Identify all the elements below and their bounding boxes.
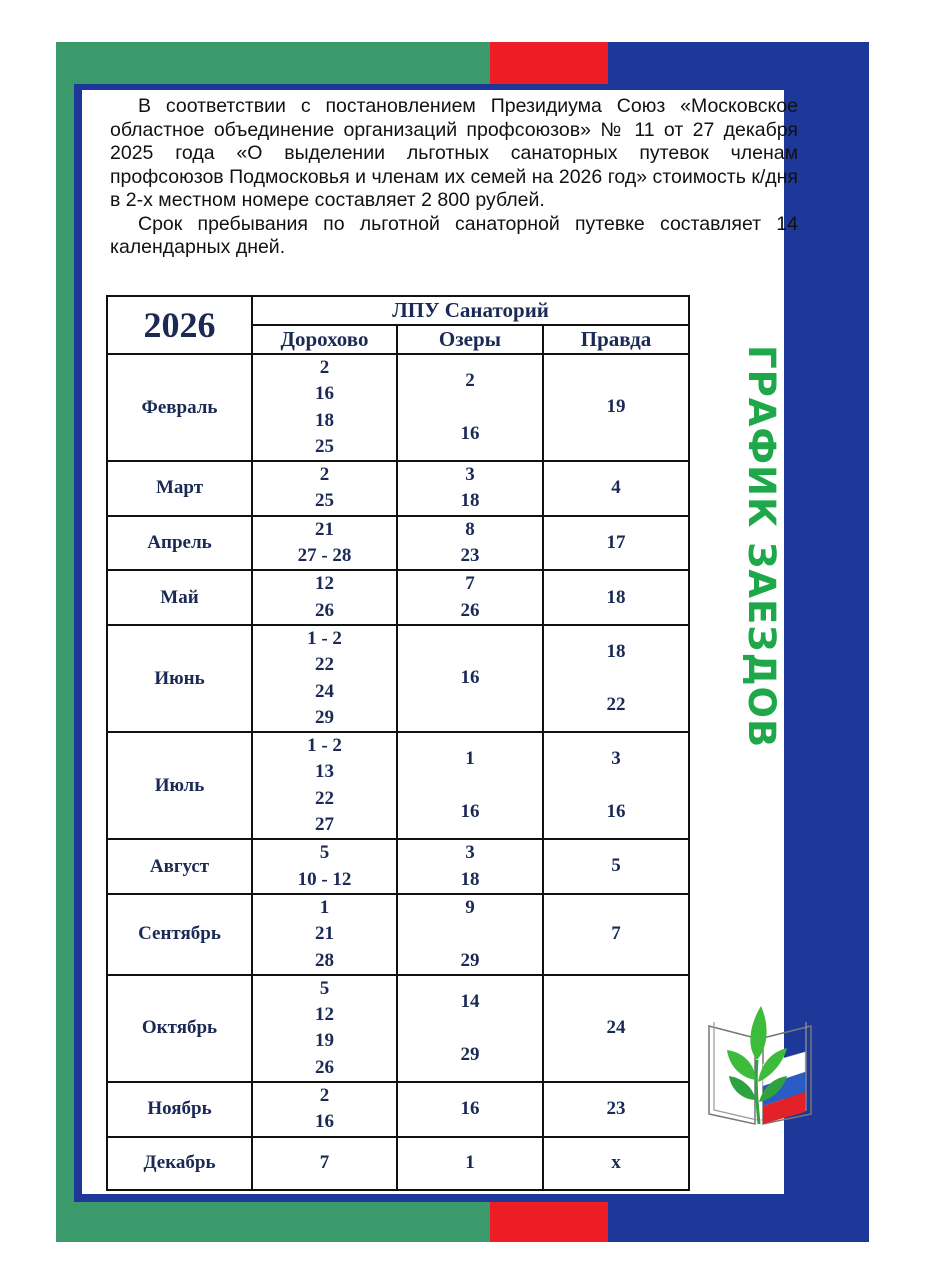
date-value [398, 1015, 542, 1041]
date-value: 7 [319, 1151, 330, 1173]
dates-cell-ozery [397, 975, 543, 1082]
dates-cell-ozery [397, 354, 543, 461]
date-value: 18 [606, 641, 626, 663]
dates-cell-ozery [397, 461, 543, 516]
date-value: 16 [460, 800, 480, 822]
date-value: 5 [611, 855, 621, 877]
date-value [398, 773, 542, 799]
year-header: 2026 [107, 296, 252, 354]
schedule-row [107, 894, 689, 975]
month-cell: Декабрь [107, 1137, 252, 1190]
dates-cell-ozery [397, 894, 543, 975]
month-cell: Август [107, 839, 252, 894]
date-value: 21 [315, 518, 334, 540]
date-value: 22 [315, 787, 334, 809]
vertical-title-text: ГРАФИК ЗАЕЗДОВ [740, 345, 783, 749]
date-value: 26 [315, 599, 334, 621]
dates-cell-ozery [397, 1082, 543, 1137]
dates-cell-pravda [543, 354, 689, 461]
dates-cell-dorokhovo [252, 570, 397, 625]
dates-cell-ozery [397, 625, 543, 732]
month-cell: Июнь [107, 625, 252, 732]
date-value: 4 [611, 477, 621, 499]
date-value: 24 [606, 1017, 626, 1039]
date-value: 7 [465, 573, 475, 595]
dates-cell-dorokhovo [252, 354, 397, 461]
date-value: 16 [315, 1111, 334, 1133]
month-cell: Апрель [107, 516, 252, 571]
border-band-red-bottom [490, 1202, 608, 1242]
date-value: 2 [319, 357, 330, 378]
border-band-green-bottom [56, 1202, 490, 1242]
dates-cell-pravda [543, 516, 689, 571]
dates-cell-dorokhovo [252, 625, 397, 732]
date-value: 8 [465, 518, 475, 540]
month-cell: Сентябрь [107, 894, 252, 975]
date-value: 16 [606, 800, 626, 822]
date-value: 9 [465, 896, 475, 918]
border-band-blue-bottom [608, 1202, 869, 1242]
dates-cell-pravda [543, 625, 689, 732]
dates-cell-dorokhovo [252, 461, 397, 516]
date-value: 25 [315, 490, 334, 512]
date-value: 29 [315, 706, 334, 728]
date-value: 26 [315, 1056, 334, 1078]
schedule-row [107, 625, 689, 732]
dates-cell-pravda [543, 570, 689, 625]
date-value: 23 [460, 545, 480, 567]
border-band-blue-inner-bottom [74, 1194, 794, 1202]
column-header-pravda: Правда [543, 325, 689, 354]
date-value: 21 [315, 923, 334, 945]
dates-cell-dorokhovo [252, 732, 397, 839]
intro-paragraph-2: Срок пребывания по льготной санаторной путевке составляет 14 календарных дней. [110, 212, 798, 258]
date-value: 16 [460, 422, 480, 444]
date-value: 23 [606, 1098, 626, 1120]
schedule-row [107, 975, 689, 1082]
date-value: 14 [460, 990, 480, 1012]
dates-cell-dorokhovo [252, 516, 397, 571]
date-value: 16 [315, 383, 334, 405]
dates-cell-pravda [543, 894, 689, 975]
date-value: 29 [460, 949, 480, 971]
date-value: 2 [319, 464, 330, 486]
date-value: 22 [315, 654, 334, 676]
dates-cell-pravda [543, 732, 689, 839]
dates-cell-ozery [397, 516, 543, 571]
date-value: 19 [315, 1030, 334, 1052]
border-band-red-top [490, 42, 608, 84]
border-band-blue-inner-left [74, 84, 82, 1202]
date-value: 3 [611, 748, 621, 770]
dates-cell-pravda [543, 1082, 689, 1137]
date-value [398, 921, 542, 947]
date-value: 17 [606, 531, 626, 553]
date-value: 19 [606, 396, 626, 418]
schedule-vertical-title [740, 345, 787, 795]
dates-cell-ozery [397, 570, 543, 625]
schedule-row [107, 461, 689, 516]
schedule-row [107, 1137, 689, 1190]
schedule-row [107, 516, 689, 571]
dates-cell-pravda [543, 839, 689, 894]
month-cell: Март [107, 461, 252, 516]
date-value: 13 [315, 761, 334, 783]
date-value: 1 [465, 748, 475, 770]
date-value: 18 [460, 490, 480, 512]
column-header-ozery: Озеры [397, 325, 543, 354]
intro-text [110, 95, 798, 260]
schedule-row [107, 354, 689, 461]
date-value: 27 [315, 814, 334, 836]
date-value: 16 [460, 1098, 480, 1120]
date-value [398, 394, 542, 420]
month-cell: Июль [107, 732, 252, 839]
dates-cell-ozery [397, 1137, 543, 1190]
dates-cell-pravda [543, 461, 689, 516]
date-value: 22 [606, 693, 626, 715]
date-value: 26 [460, 599, 480, 621]
trade-union-logo-icon [705, 1002, 815, 1132]
date-value: 7 [611, 923, 621, 945]
schedule-row [107, 1082, 689, 1137]
date-value: 12 [315, 1004, 334, 1026]
date-value [544, 773, 688, 799]
date-value: 16 [460, 667, 480, 689]
date-value: 25 [315, 435, 334, 457]
dates-cell-dorokhovo [252, 1082, 397, 1137]
dates-cell-dorokhovo [252, 894, 397, 975]
intro-paragraph-1: В соответствии с постановлением Президиума Союз «Московское областное объединение организаций профсоюзов» № 11 от 27 декабря 2025 года «О выделении льготных санаторных путевок членам профсоюзов Подмосковья и членам их семей на 2026 год» стоимость к/дня в 2-х местном номере составляет 2 800 рублей. [110, 95, 798, 211]
sanatorium-group-header: ЛПУ Санаторий [252, 296, 689, 325]
date-value: 2 [319, 1085, 330, 1107]
month-cell: Ноябрь [107, 1082, 252, 1137]
date-value: 29 [460, 1043, 480, 1065]
schedule-row [107, 570, 689, 625]
date-value [544, 665, 688, 691]
date-value: 18 [315, 409, 334, 431]
date-value: x [611, 1151, 621, 1173]
date-value: 18 [606, 586, 626, 608]
dates-cell-dorokhovo [252, 839, 397, 894]
border-band-green-left [56, 42, 74, 1242]
column-header-dorokhovo: Дорохово [252, 325, 397, 354]
date-value: 3 [465, 464, 475, 486]
date-value: 24 [315, 680, 334, 702]
schedule-row [107, 732, 689, 839]
month-cell: Октябрь [107, 975, 252, 1082]
month-cell: Февраль [107, 354, 252, 461]
date-value: 18 [460, 868, 480, 890]
dates-cell-pravda [543, 975, 689, 1082]
month-cell: Май [107, 570, 252, 625]
date-value: 2 [465, 370, 475, 392]
schedule-table [106, 295, 690, 1191]
dates-cell-ozery [397, 839, 543, 894]
date-value: 5 [319, 842, 330, 864]
date-value: 1 [319, 896, 330, 918]
date-value: 1 - 2 [307, 735, 342, 757]
border-band-green-top [56, 42, 490, 84]
dates-cell-dorokhovo [252, 975, 397, 1082]
dates-cell-ozery [397, 732, 543, 839]
date-value: 3 [465, 842, 475, 864]
date-value: 27 - 28 [297, 545, 352, 567]
date-value: 1 [465, 1151, 475, 1173]
date-value: 12 [315, 573, 334, 595]
date-value: 10 - 12 [297, 868, 352, 890]
date-value: 28 [315, 949, 334, 971]
schedule-row [107, 839, 689, 894]
dates-cell-pravda [543, 1137, 689, 1190]
dates-cell-dorokhovo [252, 1137, 397, 1190]
date-value: 5 [319, 977, 330, 999]
date-value: 1 - 2 [307, 627, 342, 649]
